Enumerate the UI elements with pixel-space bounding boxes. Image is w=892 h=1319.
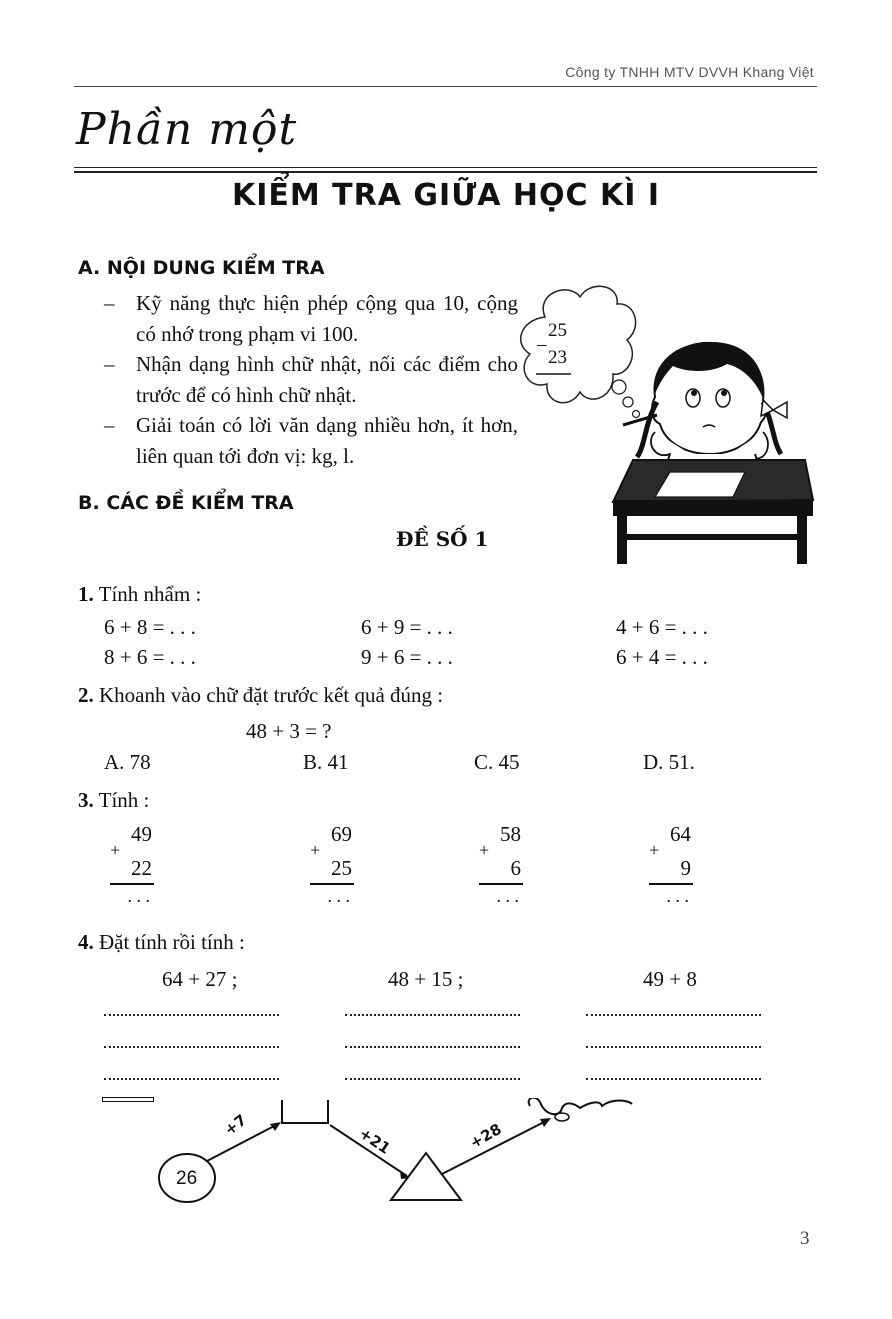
q3-line <box>649 883 693 885</box>
q3-sign: + <box>310 840 321 860</box>
q3-top: 49 <box>131 822 152 846</box>
q2-option-c[interactable]: C. 45 <box>474 750 520 774</box>
desk-shelf <box>627 534 797 540</box>
bubble-subtrahend: 23 <box>548 347 567 368</box>
q1-item: 4 + 6 = . . . <box>616 615 708 639</box>
q1-item: 6 + 8 = . . . <box>104 615 196 639</box>
desk-leg <box>797 516 807 564</box>
q1-item: 6 + 9 = . . . <box>361 615 453 639</box>
q3-problem <box>477 822 523 914</box>
page-number: 3 <box>800 1228 810 1249</box>
step-label-1: +7 <box>220 1110 251 1140</box>
cloud-swirl <box>555 1113 569 1121</box>
q3-line <box>310 883 354 885</box>
paper <box>655 472 745 497</box>
q3-top: 69 <box>331 822 352 846</box>
step-label-2: +21 <box>355 1124 394 1158</box>
title-rule-top <box>74 167 817 168</box>
title-rule-bottom <box>74 171 817 173</box>
q3-bottom: 6 <box>510 856 521 880</box>
q3-line <box>110 883 154 885</box>
section-a-title: A. NỘI DUNG KIỂM TRA <box>78 257 325 279</box>
q4-expression: 48 + 15 ; <box>388 967 464 991</box>
answer-line[interactable] <box>345 1046 520 1048</box>
girl-pupil <box>721 390 727 396</box>
thought-dot <box>612 380 626 394</box>
answer-line[interactable] <box>586 1046 761 1048</box>
q1-item: 8 + 6 = . . . <box>104 645 196 669</box>
q3-problem <box>647 822 693 914</box>
q2-label: 2. <box>78 683 94 707</box>
chain-diagram <box>150 1098 650 1208</box>
answer-box[interactable] <box>282 1100 328 1123</box>
q3-result: . . . <box>327 886 350 906</box>
answer-line[interactable] <box>104 1046 279 1048</box>
q3-label: 3. <box>78 788 94 812</box>
q3-sign: + <box>649 840 660 860</box>
bubble-minus-sign: – <box>537 334 547 355</box>
desk-edge <box>613 500 813 516</box>
answer-line[interactable] <box>345 1078 520 1080</box>
bubble-minuend: 25 <box>548 320 567 341</box>
q3-bottom: 9 <box>680 856 691 880</box>
q2-text: Khoanh vào chữ đặt trước kết quả đúng : <box>99 683 444 707</box>
part-title: Phần một <box>76 104 298 155</box>
q2-option-d[interactable]: D. 51. <box>643 750 695 774</box>
bullet-dash: – <box>104 291 115 315</box>
q4-heading <box>78 930 245 955</box>
bullet-text: Giải toán có lời văn dạng nhiều hơn, ít hơn, liên quan tới đơn vị: kg, l. <box>136 413 518 468</box>
step-label-3: +28 <box>466 1119 505 1153</box>
q3-heading <box>78 788 149 813</box>
q1-item: 6 + 4 = . . . <box>616 645 708 669</box>
exam-title: ĐỀ SỐ 1 <box>396 527 489 551</box>
q4-expression: 64 + 27 ; <box>162 967 238 991</box>
answer-line[interactable] <box>345 1014 520 1016</box>
q1-label: 1. <box>78 582 94 606</box>
girl-pupil <box>691 390 697 396</box>
answer-line[interactable] <box>586 1014 761 1016</box>
answer-line[interactable] <box>104 1078 279 1080</box>
q2-option-a[interactable]: A. 78 <box>104 750 151 774</box>
bullet-dash: – <box>104 352 115 376</box>
q3-sign: + <box>110 840 121 860</box>
q3-problem <box>308 822 354 914</box>
q5-number-box <box>102 1097 154 1102</box>
bullet-text: Kỹ năng thực hiện phép cộng qua 10, cộng có nhớ trong phạm vi 100. <box>136 291 518 346</box>
answer-cloud[interactable] <box>529 1098 632 1114</box>
q3-result: . . . <box>666 886 689 906</box>
answer-line[interactable] <box>104 1014 279 1016</box>
section-b-title: B. CÁC ĐỀ KIỂM TRA <box>78 492 294 514</box>
q3-result: . . . <box>127 886 150 906</box>
q3-bottom: 22 <box>131 856 152 880</box>
q1-item: 9 + 6 = . . . <box>361 645 453 669</box>
thought-dot <box>633 411 640 418</box>
answer-line[interactable] <box>586 1078 761 1080</box>
q1-text: Tính nhẩm : <box>98 582 202 606</box>
header-rule <box>74 86 817 87</box>
bullet-1 <box>104 288 524 350</box>
desk-leg <box>617 516 627 564</box>
header-company: Công ty TNHH MTV DVVH Khang Việt <box>565 64 814 80</box>
q3-top: 64 <box>670 822 691 846</box>
q3-problem <box>108 822 154 914</box>
q2-heading <box>78 683 443 708</box>
q3-top: 58 <box>500 822 521 846</box>
bullet-2 <box>104 349 524 411</box>
q1-heading <box>78 582 201 607</box>
q2-option-b[interactable]: B. 41 <box>303 750 349 774</box>
q4-label: 4. <box>78 930 94 954</box>
thought-dot <box>623 397 633 407</box>
q3-result: . . . <box>496 886 519 906</box>
start-value: 26 <box>176 1168 198 1189</box>
q2-expression: 48 + 3 = ? <box>246 719 332 743</box>
q3-line <box>479 883 523 885</box>
q3-sign: + <box>479 840 490 860</box>
q4-expression: 49 + 8 <box>643 967 697 991</box>
q3-bottom: 25 <box>331 856 352 880</box>
bullet-dash: – <box>104 413 115 437</box>
bullet-3 <box>104 410 524 472</box>
main-title: KIỂM TRA GIỮA HỌC KÌ I <box>231 178 661 213</box>
q4-text: Đặt tính rồi tính : <box>99 930 245 954</box>
bullet-text: Nhận dạng hình chữ nhật, nối các điểm cho trước để có hình chữ nhật. <box>136 352 518 407</box>
q3-text: Tính : <box>98 788 150 812</box>
